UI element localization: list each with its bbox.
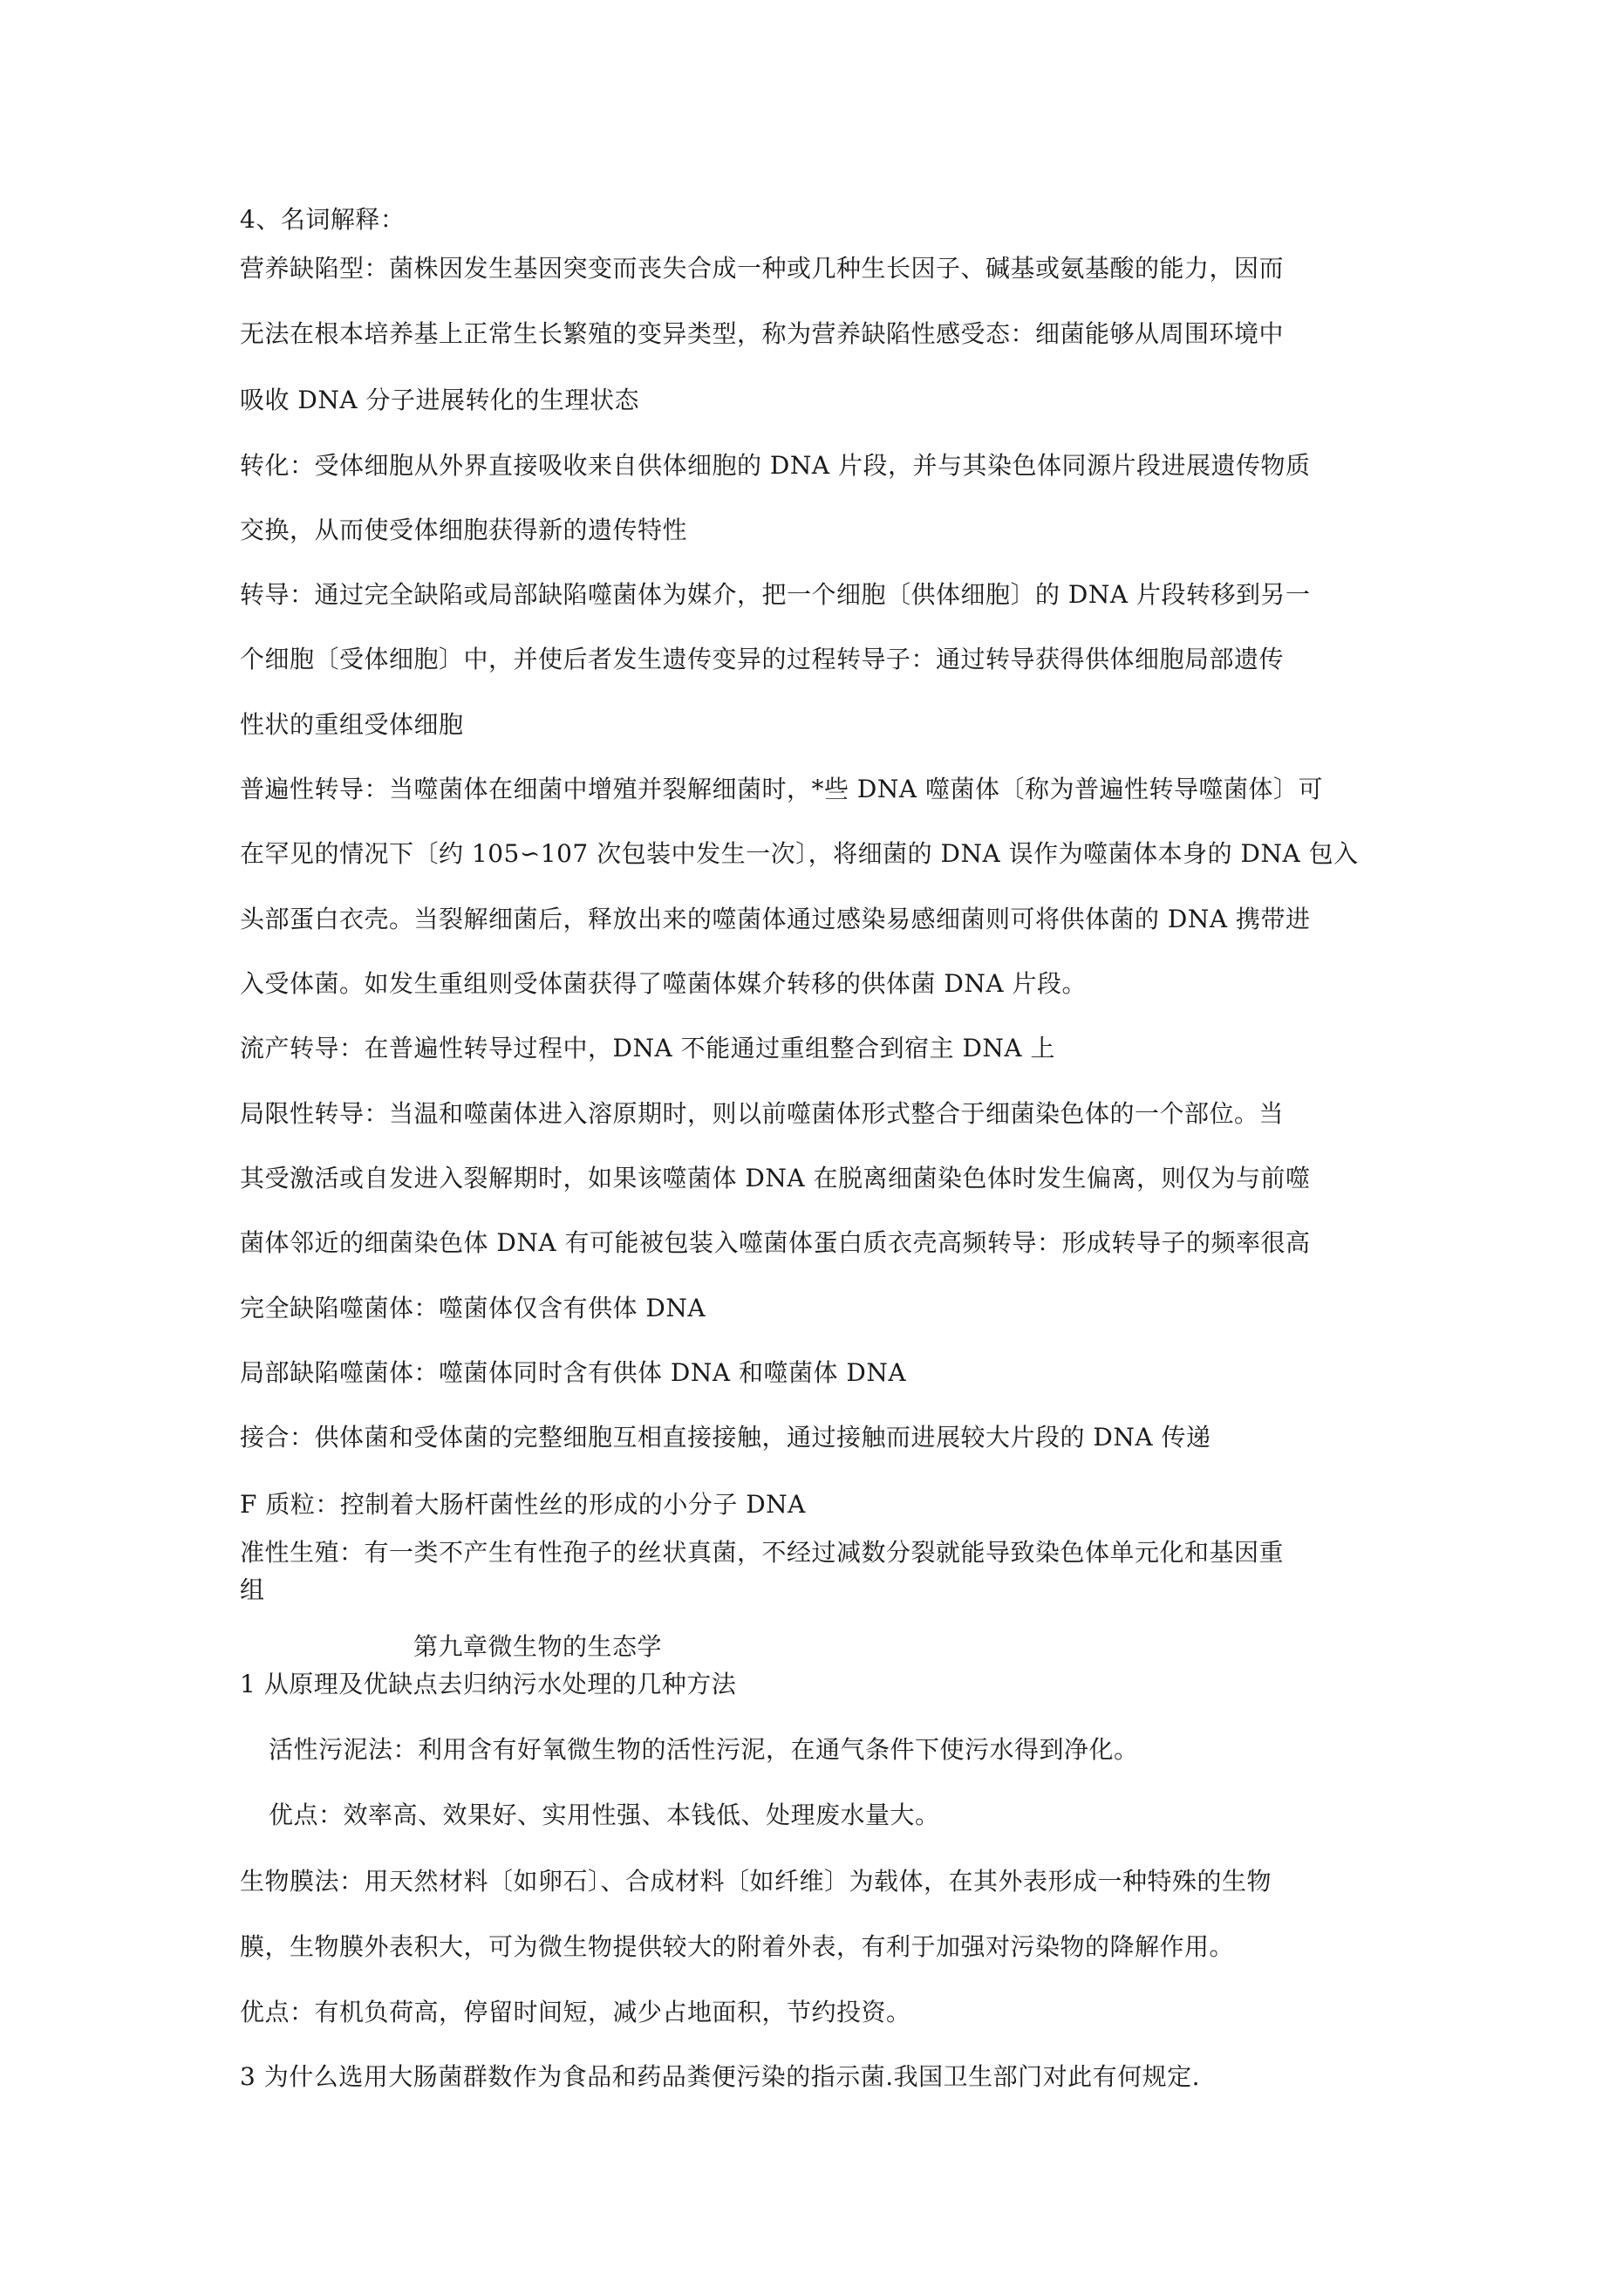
paragraph-line: 个细胞〔受体细胞〕中，并使后者发生遗传变异的过程转导子：通过转导获得供体细胞局部遗传 [240, 645, 1285, 673]
paragraph-line: 其受激活或自发进入裂解期时，如果该噬菌体 DNA 在脱离细菌染色体时发生偏离，则仅为与前噬 [240, 1164, 1311, 1192]
paragraph-line: 头部蛋白衣壳。当裂解细菌后，释放出来的噬菌体通过感染易感细菌则可将供体菌的 DNA 携带进 [240, 905, 1311, 933]
question-heading: 1 从原理及优缺点去归纳污水处理的几种方法 [240, 1670, 737, 1698]
paragraph-line: 活性污泥法：利用含有好氧微生物的活性污泥，在通气条件下使污水得到净化。 [269, 1735, 1139, 1764]
paragraph-line: 无法在根本培养基上正常生长繁殖的变异类型，称为营养缺陷性感受态：细菌能够从周围环境中 [240, 319, 1285, 348]
paragraph-line: 吸收 DNA 分子进展转化的生理状态 [240, 386, 639, 414]
paragraph-line: 转化：受体细胞从外界直接吸收来自供体细胞的 DNA 片段，并与其染色体同源片段进展遗传物质 [240, 451, 1311, 480]
paragraph-line: 准性生殖：有一类不产生有性孢子的丝状真菌，不经过减数分裂就能导致染色体单元化和基因重 [240, 1538, 1285, 1567]
paragraph-line: 生物膜法：用天然材料〔如卵石〕、合成材料〔如纤维〕为载体，在其外表形成一种特殊的生物 [240, 1867, 1272, 1896]
paragraph-line: 接合：供体菌和受体菌的完整细胞互相直接接触，通过接触而进展较大片段的 DNA 传递 [240, 1423, 1211, 1452]
paragraph-line: 营养缺陷型：菌株因发生基因突变而丧失合成一种或几种生长因子、碱基或氨基酸的能力，因而 [240, 254, 1285, 283]
paragraph-line: 膜，生物膜外表积大，可为微生物提供较大的附着外表，有利于加强对污染物的降解作用。 [240, 1932, 1235, 1961]
paragraph-line: 入受体菌。如发生重组则受体菌获得了噬菌体媒介转移的供体菌 DNA 片段。 [240, 969, 1087, 998]
paragraph-line: 优点：有机负荷高，停留时间短，减少占地面积，节约投资。 [240, 1998, 911, 2026]
chapter-title: 第九章微生物的生态学 [413, 1632, 663, 1661]
paragraph-line: 普遍性转导：当噬菌体在细菌中增殖并裂解细菌时，*些 DNA 噬菌体〔称为普遍性转导噬菌体〕可 [240, 775, 1323, 803]
paragraph-line: F 质粒：控制着大肠杆菌性丝的形成的小分子 DNA [240, 1490, 806, 1519]
paragraph-line: 转导：通过完全缺陷或局部缺陷噬菌体为媒介，把一个细胞〔供体细胞〕的 DNA 片段转移到另一 [240, 580, 1311, 609]
paragraph-line: 性状的重组受体细胞 [240, 710, 464, 739]
paragraph-line: 在罕见的情况下〔约 105∽107 次包装中发生一次〕，将细菌的 DNA 误作为噬菌体本身的 DNA 包入 [240, 839, 1359, 868]
question-heading: 3 为什么选用大肠菌群数作为食品和药品粪便污染的指示菌.我国卫生部门对此有何规定. [240, 2062, 1201, 2091]
paragraph-line: 菌体邻近的细菌染色体 DNA 有可能被包装入噬菌体蛋白质衣壳高频转导：形成转导子的频率很高 [240, 1228, 1311, 1257]
paragraph-line: 局限性转导：当温和噬菌体进入溶原期时，则以前噬菌体形式整合于细菌染色体的一个部位。当 [240, 1099, 1285, 1128]
paragraph-line: 局部缺陷噬菌体：噬菌体同时含有供体 DNA 和噬菌体 DNA [240, 1358, 907, 1387]
paragraph-line: 完全缺陷噬菌体：噬菌体仅含有供体 DNA [240, 1294, 706, 1322]
paragraph-line: 组 [240, 1575, 265, 1604]
paragraph-line: 交换，从而使受体细胞获得新的遗传特性 [240, 516, 688, 544]
section-heading: 4、名词解释： [240, 205, 406, 234]
paragraph-line: 优点：效率高、效果好、实用性强、本钱低、处理废水量大。 [269, 1801, 940, 1829]
paragraph-line: 流产转导：在普遍性转导过程中，DNA 不能通过重组整合到宿主 DNA 上 [240, 1034, 1056, 1063]
